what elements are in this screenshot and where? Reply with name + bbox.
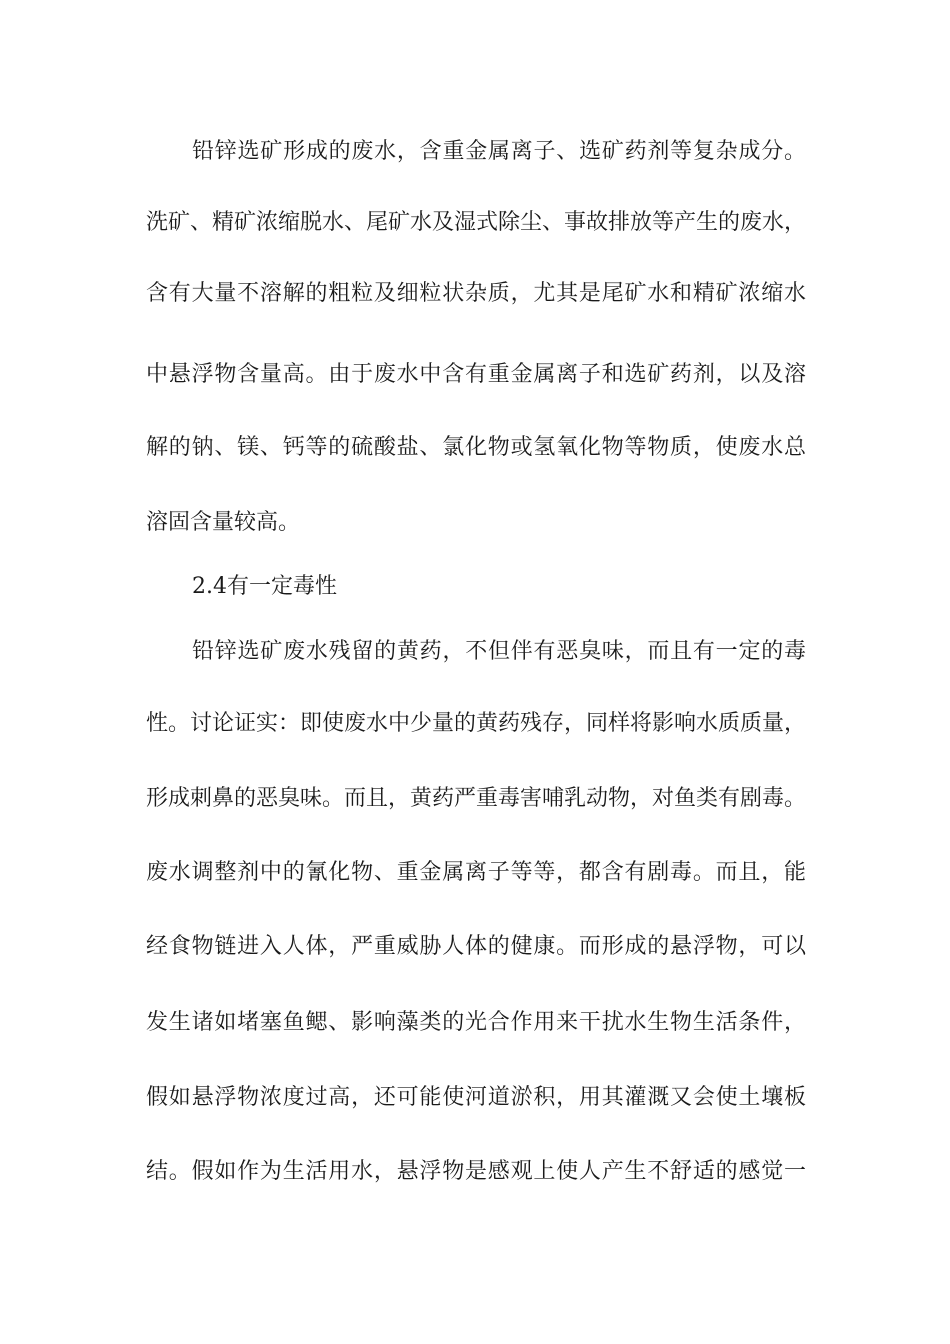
paragraph-2-line-4: 废水调整剂中的氰化物、重金属离子等等，都含有剧毒。而且，能 bbox=[146, 860, 806, 885]
paragraph-2-line-2: 性。讨论证实：即使废水中少量的黄药残存，同样将影响水质质量， bbox=[146, 711, 807, 736]
paragraph-1-line-5: 解的钠、镁、钙等的硫酸盐、氯化物或氢氧化物等物质，使废水总 bbox=[146, 435, 806, 460]
paragraph-1-line-1: 铅锌选矿形成的废水，含重金属离子、选矿药剂等复杂成分。 bbox=[192, 139, 806, 164]
paragraph-1-line-4: 中悬浮物含量高。由于废水中含有重金属离子和选矿药剂，以及溶 bbox=[146, 362, 806, 387]
paragraph-2-line-3: 形成刺鼻的恶臭味。而且，黄药严重毒害哺乳动物，对鱼类有剧毒。 bbox=[146, 786, 807, 811]
paragraph-1-line-2: 洗矿、精矿浓缩脱水、尾矿水及湿式除尘、事故排放等产生的废水， bbox=[146, 210, 807, 235]
paragraph-1-line-3: 含有大量不溶解的粗粒及细粒状杂质，尤其是尾矿水和精矿浓缩水 bbox=[146, 281, 806, 306]
paragraph-2-line-8: 结。假如作为生活用水，悬浮物是感观上使人产生不舒适的感觉一 bbox=[146, 1159, 806, 1184]
paragraph-2-line-7: 假如悬浮物浓度过高，还可能使河道淤积，用其灌溉又会使土壤板 bbox=[146, 1085, 806, 1110]
paragraph-2-line-5: 经食物链进入人体，严重威胁人体的健康。而形成的悬浮物，可以 bbox=[146, 934, 806, 959]
paragraph-1-line-6: 溶固含量较高。 bbox=[146, 510, 301, 535]
paragraph-2-line-6: 发生诸如堵塞鱼鳃、影响藻类的光合作用来干扰水生物生活条件， bbox=[146, 1010, 806, 1035]
paragraph-2-line-1: 铅锌选矿废水残留的黄药，不但伴有恶臭味，而且有一定的毒 bbox=[192, 639, 806, 664]
section-heading: 2.4有一定毒性 bbox=[192, 574, 337, 599]
